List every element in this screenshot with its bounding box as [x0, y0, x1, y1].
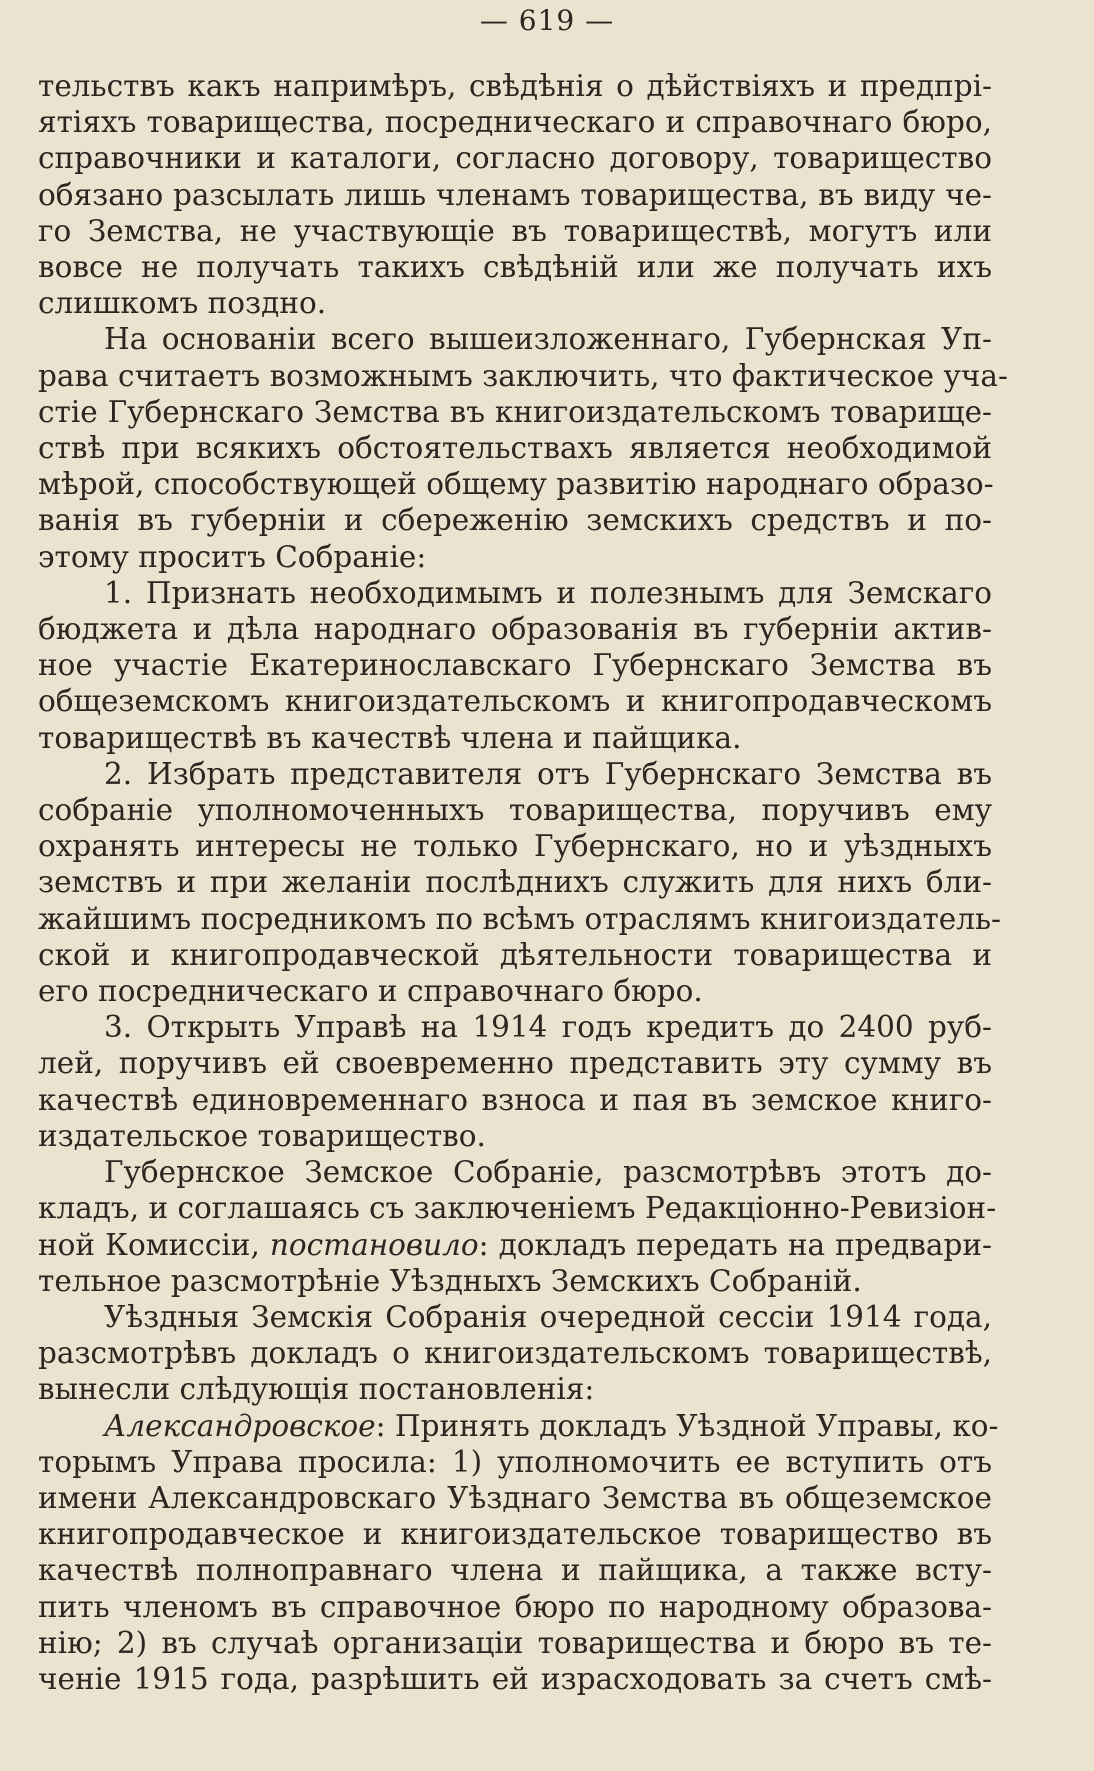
paragraph [38, 575, 992, 756]
text-line: тельствъ какъ напримѣръ, свѣдѣнія о дѣйствіяхъ и предпрі- [38, 69, 992, 103]
text-line: собраніе уполномоченныхъ товарищества, поручивъ ему [38, 793, 992, 828]
text-line: этому проситъ Собраніе: [38, 539, 427, 574]
text-line: лей, поручивъ ей своевременно представить эту сумму въ [38, 1046, 992, 1081]
italic-emphasis: Александровское [104, 1408, 376, 1443]
text-line: рава считаетъ возможнымъ заключить, что фактическое уча- [38, 358, 1008, 393]
paragraph [38, 1299, 992, 1408]
text-line: товариществѣ въ качествѣ члена и пайщика. [38, 720, 742, 755]
paragraph [38, 1009, 992, 1154]
text-line: ной Комиссіи, постановило: докладъ передать на предвари- [38, 1227, 992, 1262]
text-line: качествѣ единовременнаго взноса и пая въ земское книго- [38, 1082, 992, 1117]
text-line: качествѣ полноправнаго члена и пайщика, а также всту- [38, 1553, 992, 1588]
text-line: вынесли слѣдующія постановленія: [38, 1372, 595, 1407]
text-line: вовсе не получать такихъ свѣдѣній или же получать ихъ [38, 250, 992, 285]
page-number: — 619 — [479, 4, 615, 37]
text-line: 3. Открыть Управѣ на 1914 годъ кредитъ до 2400 руб- [104, 1010, 992, 1045]
text-line: стіе Губернскаго Земства въ книгоиздательскомъ товарище- [38, 394, 992, 429]
text-line: 2. Избрать представителя отъ Губернскаго Земства въ [104, 756, 992, 791]
text-line: ванія въ губерніи и сбереженію земскихъ средствъ и по- [38, 503, 992, 538]
text-line: Александровское: Принять докладъ Уѣздной Управы, ко- [104, 1408, 999, 1443]
text-line: Уѣздныя Земскія Собранія очередной сессіи 1914 года, [104, 1299, 992, 1334]
text-line: На основаніи всего вышеизложеннаго, Губернская Уп- [104, 322, 992, 357]
paragraph [38, 756, 1001, 1009]
text-line: ятіяхъ товарищества, посредническаго и справочнаго бюро, [38, 105, 992, 140]
text-line: бюджета и дѣла народнаго образованія въ губерніи актив- [38, 612, 992, 647]
text-line: обязано разсылать лишь членамъ товарищества, въ виду че- [38, 177, 992, 212]
text-line: Губернское Земское Собраніе, разсмотрѣвъ этотъ до- [104, 1155, 992, 1190]
paragraph [38, 1408, 999, 1698]
text-line: книгопродавческое и книгоиздательское товарищество въ [38, 1517, 992, 1552]
text-line: жайшимъ посредникомъ по всѣмъ отраслямъ книгоиздатель- [38, 901, 1001, 936]
text-line: ченіе 1915 года, разрѣшить ей израсходовать за счетъ смѣ- [38, 1661, 992, 1696]
text-line: пить членомъ въ справочное бюро по народному образова- [38, 1589, 992, 1624]
text-line: земствъ и при желаніи послѣднихъ служить для нихъ бли- [38, 865, 992, 900]
paragraph [38, 1154, 997, 1299]
text-line: нію; 2) въ случаѣ организаціи товарищества и бюро въ те- [38, 1625, 992, 1660]
paragraph [38, 68, 992, 321]
text-line: го Земства, не участвующіе въ товариществѣ, могутъ или [38, 213, 992, 248]
text-line: издательское товарищество. [38, 1118, 486, 1153]
text-line: справочники и каталоги, согласно договору, товарищество [38, 141, 992, 176]
text-line: общеземскомъ книгоиздательскомъ и книгопродавческомъ [38, 684, 992, 719]
text-line: охранять интересы не только Губернскаго, но и уѣздныхъ [38, 829, 992, 864]
text-line: разсмотрѣвъ докладъ о книгоиздательскомъ товариществѣ, [38, 1336, 992, 1371]
text-line: слишкомъ поздно. [38, 286, 327, 321]
text-line: ное участіе Екатеринославскаго Губернскаго Земства въ [38, 648, 992, 683]
text-line: торымъ Управа просила: 1) уполномочить ее вступить отъ [38, 1444, 992, 1479]
italic-emphasis: постановило [269, 1227, 479, 1262]
text-line: кладъ, и соглашаясь съ заключеніемъ Редакціонно-Ревизіон- [38, 1191, 997, 1226]
text-line: ской и книгопродавческой дѣятельности товарищества и [38, 937, 992, 972]
text-line: имени Александровскаго Уѣзднаго Земства въ общеземское [38, 1480, 992, 1515]
text-line: 1. Признать необходимымъ и полезнымъ для Земскаго [104, 575, 992, 610]
text-line: его посредническаго и справочнаго бюро. [38, 974, 703, 1009]
body-text [38, 68, 1008, 1697]
paragraph [38, 321, 1008, 574]
text-line: ствѣ при всякихъ обстоятельствахъ является необходимой [38, 431, 992, 466]
text-line: мѣрой, способствующей общему развитію народнаго образо- [38, 467, 994, 502]
text-line: тельное разсмотрѣніе Уѣздныхъ Земскихъ Собраній. [38, 1263, 862, 1298]
